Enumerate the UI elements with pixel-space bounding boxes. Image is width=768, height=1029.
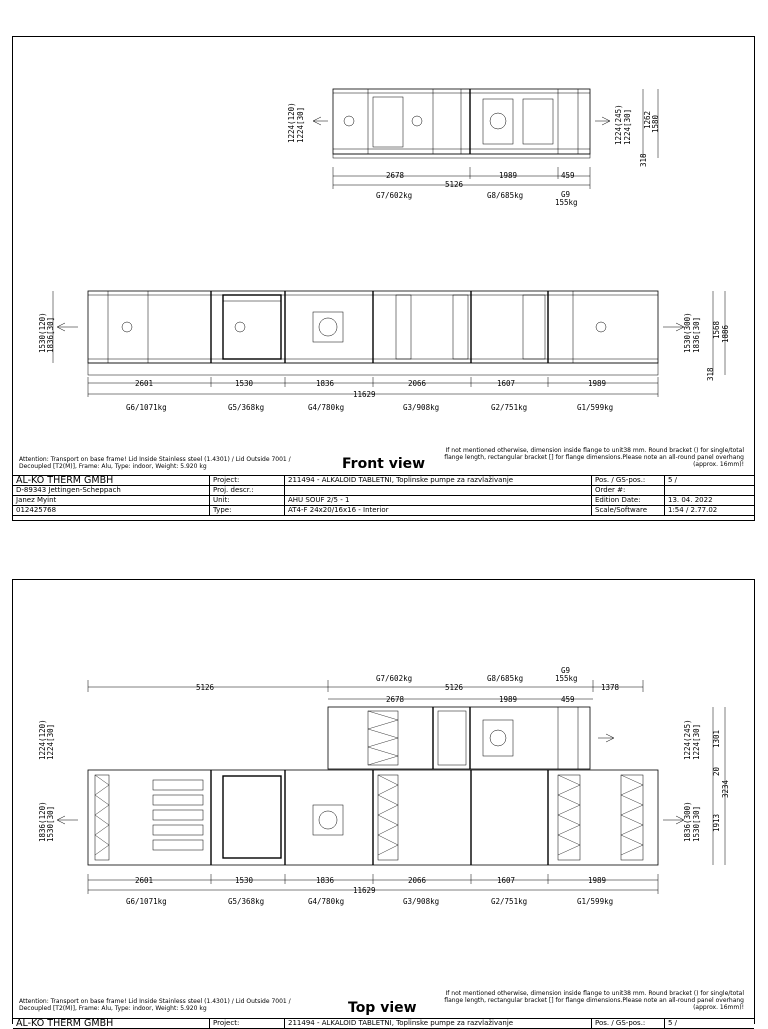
edition-value: 13. 04. 2022 [665, 496, 755, 506]
order-value [665, 486, 755, 496]
unit-value: AHU SOUF 2/5 - 1 [285, 496, 592, 506]
upper-height-3: 318 [639, 153, 648, 167]
transport-note: Attention: Transport on base frame! Lid Inside Stainless steel (1.4301) / Lid Outside 7001 / Decoupled [T2(M)], Frame: Alu, Type: indoor, Weight: 5.920 kg [19, 456, 291, 470]
upper-total-dim: 5126 [445, 180, 464, 189]
lower-height-3: 318 [706, 367, 715, 381]
top-group-g2: G2/751kg [491, 897, 528, 906]
lower-dim-6: 1989 [588, 379, 607, 388]
top-title-block: AL-KO THERM GMBH Project: 211494 - ALKALOID TABLETNI, Toplinske pumpe za razvlaživanje Pos. / GS-pos.: 5 / [13, 1018, 754, 1029]
upper-height-1: 1262 [643, 110, 652, 129]
top-lower-left-2: 1530[30] [46, 805, 55, 842]
lower-unit-front [57, 291, 684, 375]
lower-left-label-1: 1530(120) [38, 312, 47, 353]
top-dimension-note: If not mentioned otherwise, dimension inside flange to unit38 mm. Round bracket () for single/total flange length, rectangular bracket [] for flange dimensions.Please note an all-round panel overhang (approx. 16mm)! [444, 990, 744, 1011]
descr-value [285, 486, 592, 496]
lower-right-label-1: 1530(300) [683, 312, 692, 353]
top-height-4: 1913 [712, 813, 721, 832]
top-lower-dim-4: 2066 [408, 876, 427, 885]
lower-dim-4: 2066 [408, 379, 427, 388]
top-dim-2: 5126 [445, 683, 464, 692]
top-lower-left-1: 1836(120) [38, 801, 47, 842]
top-transport-note: Attention: Transport on base frame! Lid Inside Stainless steel (1.4301) / Lid Outside 7001 / Decoupled [T2(M)], Frame: Alu, Type: indoor, Weight: 5.920 kg [19, 998, 291, 1012]
upper-left-label-2: 1224[30] [296, 106, 305, 143]
top-group-g9: G9 [561, 666, 571, 675]
upper-dim-3: 459 [561, 171, 575, 180]
company-name: AL-KO THERM GMBH [13, 476, 210, 486]
top-lower-right-2: 1530[30] [692, 805, 701, 842]
front-view-sheet [12, 36, 755, 521]
lower-total-dim: 11629 [353, 390, 376, 399]
group-g5: G5/368kg [228, 403, 265, 412]
top-project-value: 211494 - ALKALOID TABLETNI, Toplinske pumpe za razvlaživanje [285, 1019, 592, 1029]
top-lower-dim-3: 1836 [316, 876, 335, 885]
company-address: D-89343 Jettingen-Scheppach [13, 486, 210, 496]
document-number: 012425768 [13, 506, 210, 516]
lower-unit-top [57, 770, 684, 865]
scale-value: 1:54 / 2.77.02 [665, 506, 755, 516]
upper-right-label-2: 1224[30] [623, 108, 632, 145]
top-group-g1: G1/599kg [577, 897, 614, 906]
lower-dim-2: 1530 [235, 379, 254, 388]
top-height-1: 1301 [712, 729, 721, 748]
top-lower-total-dim: 11629 [353, 886, 376, 895]
upper-dim-2: 1989 [499, 171, 518, 180]
group-g2: G2/751kg [491, 403, 528, 412]
top-upper-dim-2: 1989 [499, 695, 518, 704]
upper-unit-top [328, 707, 614, 769]
top-lower-dim-5: 1607 [497, 876, 516, 885]
lower-height-2: 1886 [721, 324, 730, 343]
lower-height-1: 1568 [712, 320, 721, 339]
top-view-title: Top view [348, 1000, 417, 1016]
group-g3: G3/908kg [403, 403, 440, 412]
top-lower-dim-2: 1530 [235, 876, 254, 885]
group-g7: G7/602kg [376, 191, 413, 200]
upper-dim-1: 2678 [386, 171, 405, 180]
top-group-g4: G4/780kg [308, 897, 345, 906]
top-group-g6: G6/1071kg [126, 897, 167, 906]
top-lower-dim-1: 2601 [135, 876, 154, 885]
lower-left-label-2: 1836[30] [46, 316, 55, 353]
top-pos-value: 5 / [665, 1019, 755, 1029]
upper-height-2: 1580 [651, 114, 660, 133]
project-value: 211494 - ALKALOID TABLETNI, Toplinske pumpe za razvlaživanje [285, 476, 592, 486]
group-g8: G8/685kg [487, 191, 524, 200]
upper-unit-front [313, 89, 610, 158]
top-group-g7: G7/602kg [376, 674, 413, 683]
group-g1: G1/599kg [577, 403, 614, 412]
group-g9-weight: 155kg [555, 198, 578, 207]
lower-right-label-2: 1836[30] [692, 316, 701, 353]
upper-left-label-1: 1224(120) [287, 102, 296, 143]
dimension-note: If not mentioned otherwise, dimension inside flange to unit38 mm. Round bracket () for single/total flange length, rectangular bracket [] for flange dimensions.Please note an all-round panel overhang (approx. 16mm)! [444, 447, 744, 468]
group-g9: G9 [561, 190, 571, 199]
top-dim-3: 1378 [601, 683, 620, 692]
top-group-g9-weight: 155kg [555, 674, 578, 683]
group-g6: G6/1071kg [126, 403, 167, 412]
contact-person: Janez Myint [13, 496, 210, 506]
top-lower-right-1: 1836(300) [683, 801, 692, 842]
top-group-g5: G5/368kg [228, 897, 265, 906]
top-upper-right-2: 1224[30] [692, 723, 701, 760]
pos-value: 5 / [665, 476, 755, 486]
title-block: AL-KO THERM GMBH Project: 211494 - ALKALOID TABLETNI, Toplinske pumpe za razvlaživanje Pos. / GS-pos.: 5 / D-89343 Jettingen-Scheppach Proj. descr.: Order #: Janez Myint Unit: AHU SOUF 2/5 - 1 Edition Date: 13. 04. 2022 012425768 Type: AT4-F 24x20/16x16 - Interior Scale/Software 1:54 / 2.77.02 [13, 475, 754, 516]
top-upper-right-1: 1224(245) [683, 719, 692, 760]
top-view-drawing [13, 580, 754, 1025]
top-upper-dim-3: 459 [561, 695, 575, 704]
top-height-3: 3234 [721, 779, 730, 798]
upper-right-label-1: 1224(245) [614, 104, 623, 145]
top-upper-left-2: 1224[30] [46, 723, 55, 760]
lower-dim-1: 2601 [135, 379, 154, 388]
top-dim-1: 5126 [196, 683, 215, 692]
top-group-g8: G8/685kg [487, 674, 524, 683]
lower-dim-5: 1607 [497, 379, 516, 388]
top-view-sheet [12, 579, 755, 1029]
top-upper-left-1: 1224(120) [38, 719, 47, 760]
top-company-name: AL-KO THERM GMBH [13, 1019, 210, 1029]
top-upper-dim-1: 2678 [386, 695, 405, 704]
lower-dim-3: 1836 [316, 379, 335, 388]
view-title: Front view [342, 456, 426, 472]
top-group-g3: G3/908kg [403, 897, 440, 906]
top-lower-dim-6: 1989 [588, 876, 607, 885]
type-value: AT4-F 24x20/16x16 - Interior [285, 506, 592, 516]
group-g4: G4/780kg [308, 403, 345, 412]
top-height-2: 20 [712, 766, 721, 776]
